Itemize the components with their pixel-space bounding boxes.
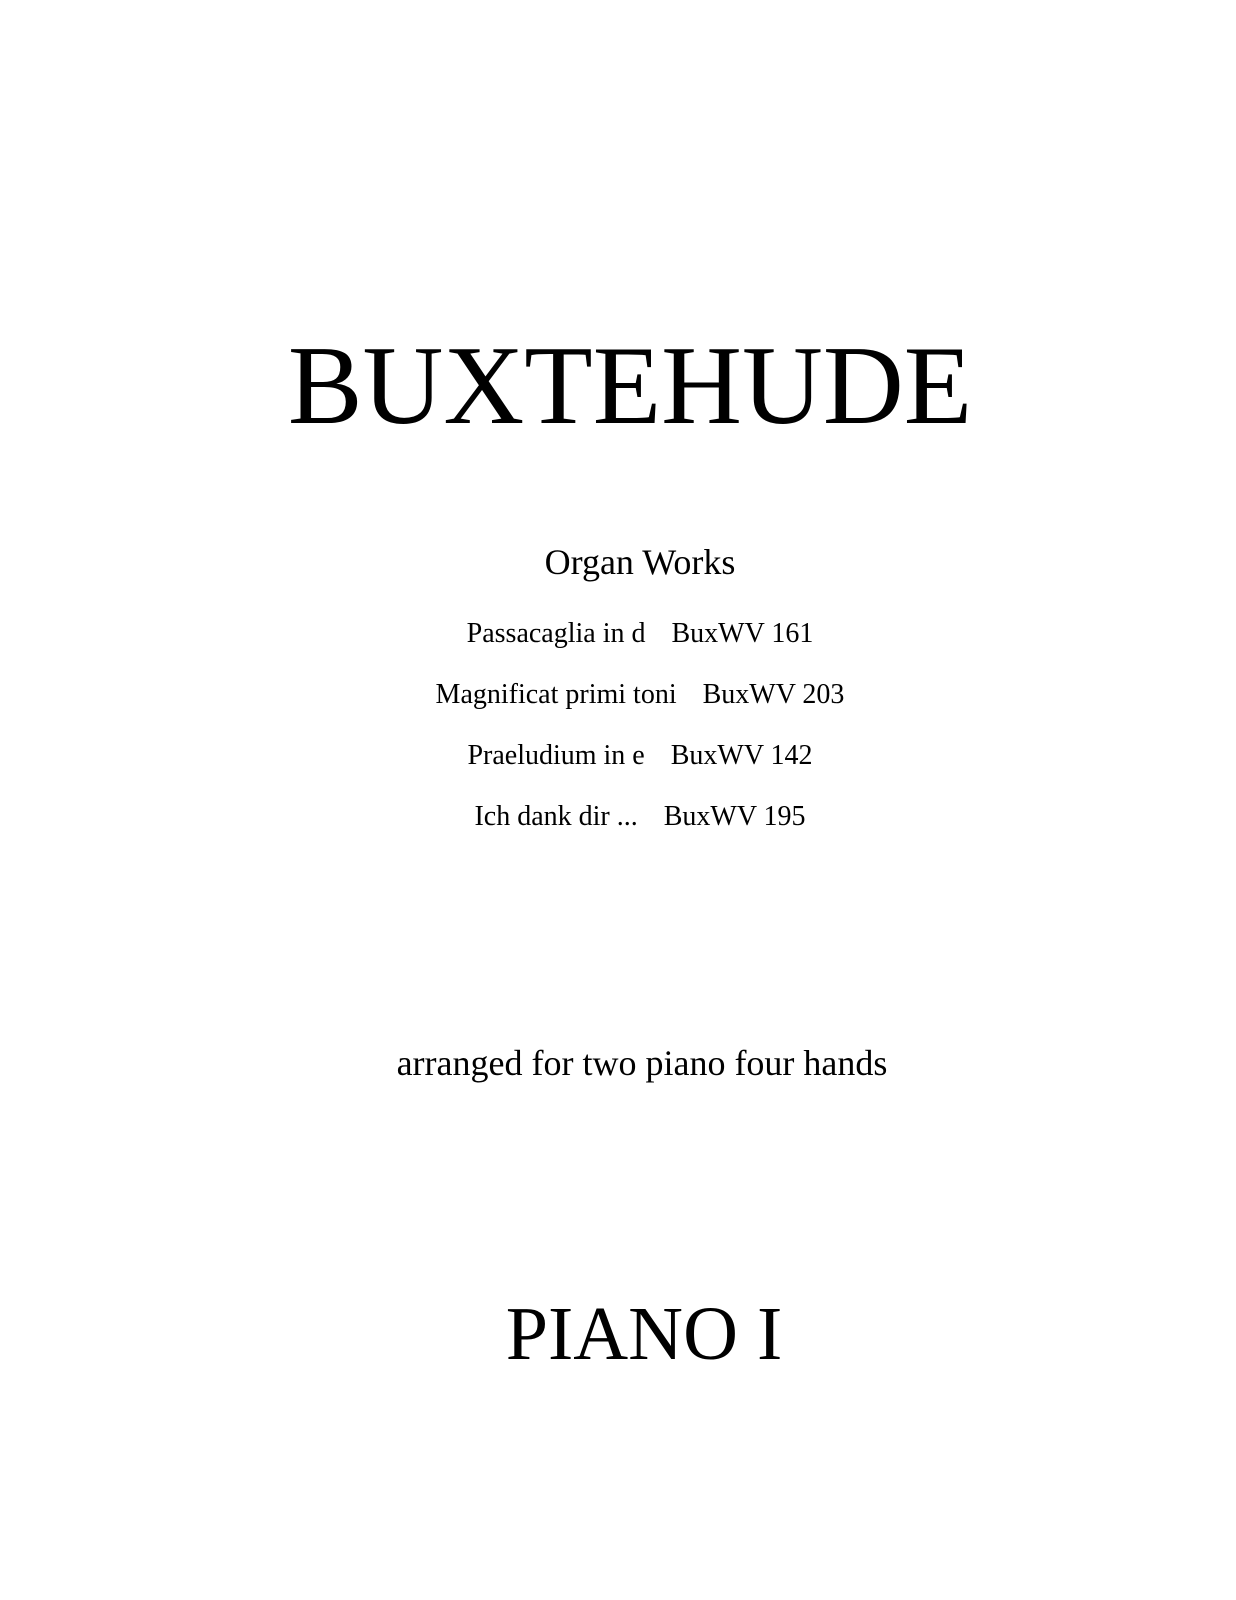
- work-title: Praeludium in e: [467, 740, 645, 771]
- work-item: [0, 800, 1236, 861]
- work-item: [0, 678, 1236, 739]
- work-catalog-number: BuxWV 203: [702, 679, 845, 710]
- work-title: Passacaglia in d: [466, 618, 646, 649]
- work-item: [0, 739, 1236, 800]
- work-title: Ich dank dir ...: [474, 801, 638, 832]
- composer-name: BUXTEHUDE: [287, 324, 973, 448]
- work-title: Magnificat primi toni: [435, 679, 677, 710]
- collection-title: Organ Works: [544, 542, 736, 582]
- arrangement-note: arranged for two piano four hands: [396, 1043, 888, 1083]
- works-list: [0, 617, 1236, 861]
- work-item: [0, 617, 1236, 678]
- work-catalog-number: BuxWV 161: [671, 618, 814, 649]
- work-catalog-number: BuxWV 142: [670, 740, 813, 771]
- work-catalog-number: BuxWV 195: [663, 801, 806, 832]
- part-label: PIANO I: [505, 1292, 783, 1376]
